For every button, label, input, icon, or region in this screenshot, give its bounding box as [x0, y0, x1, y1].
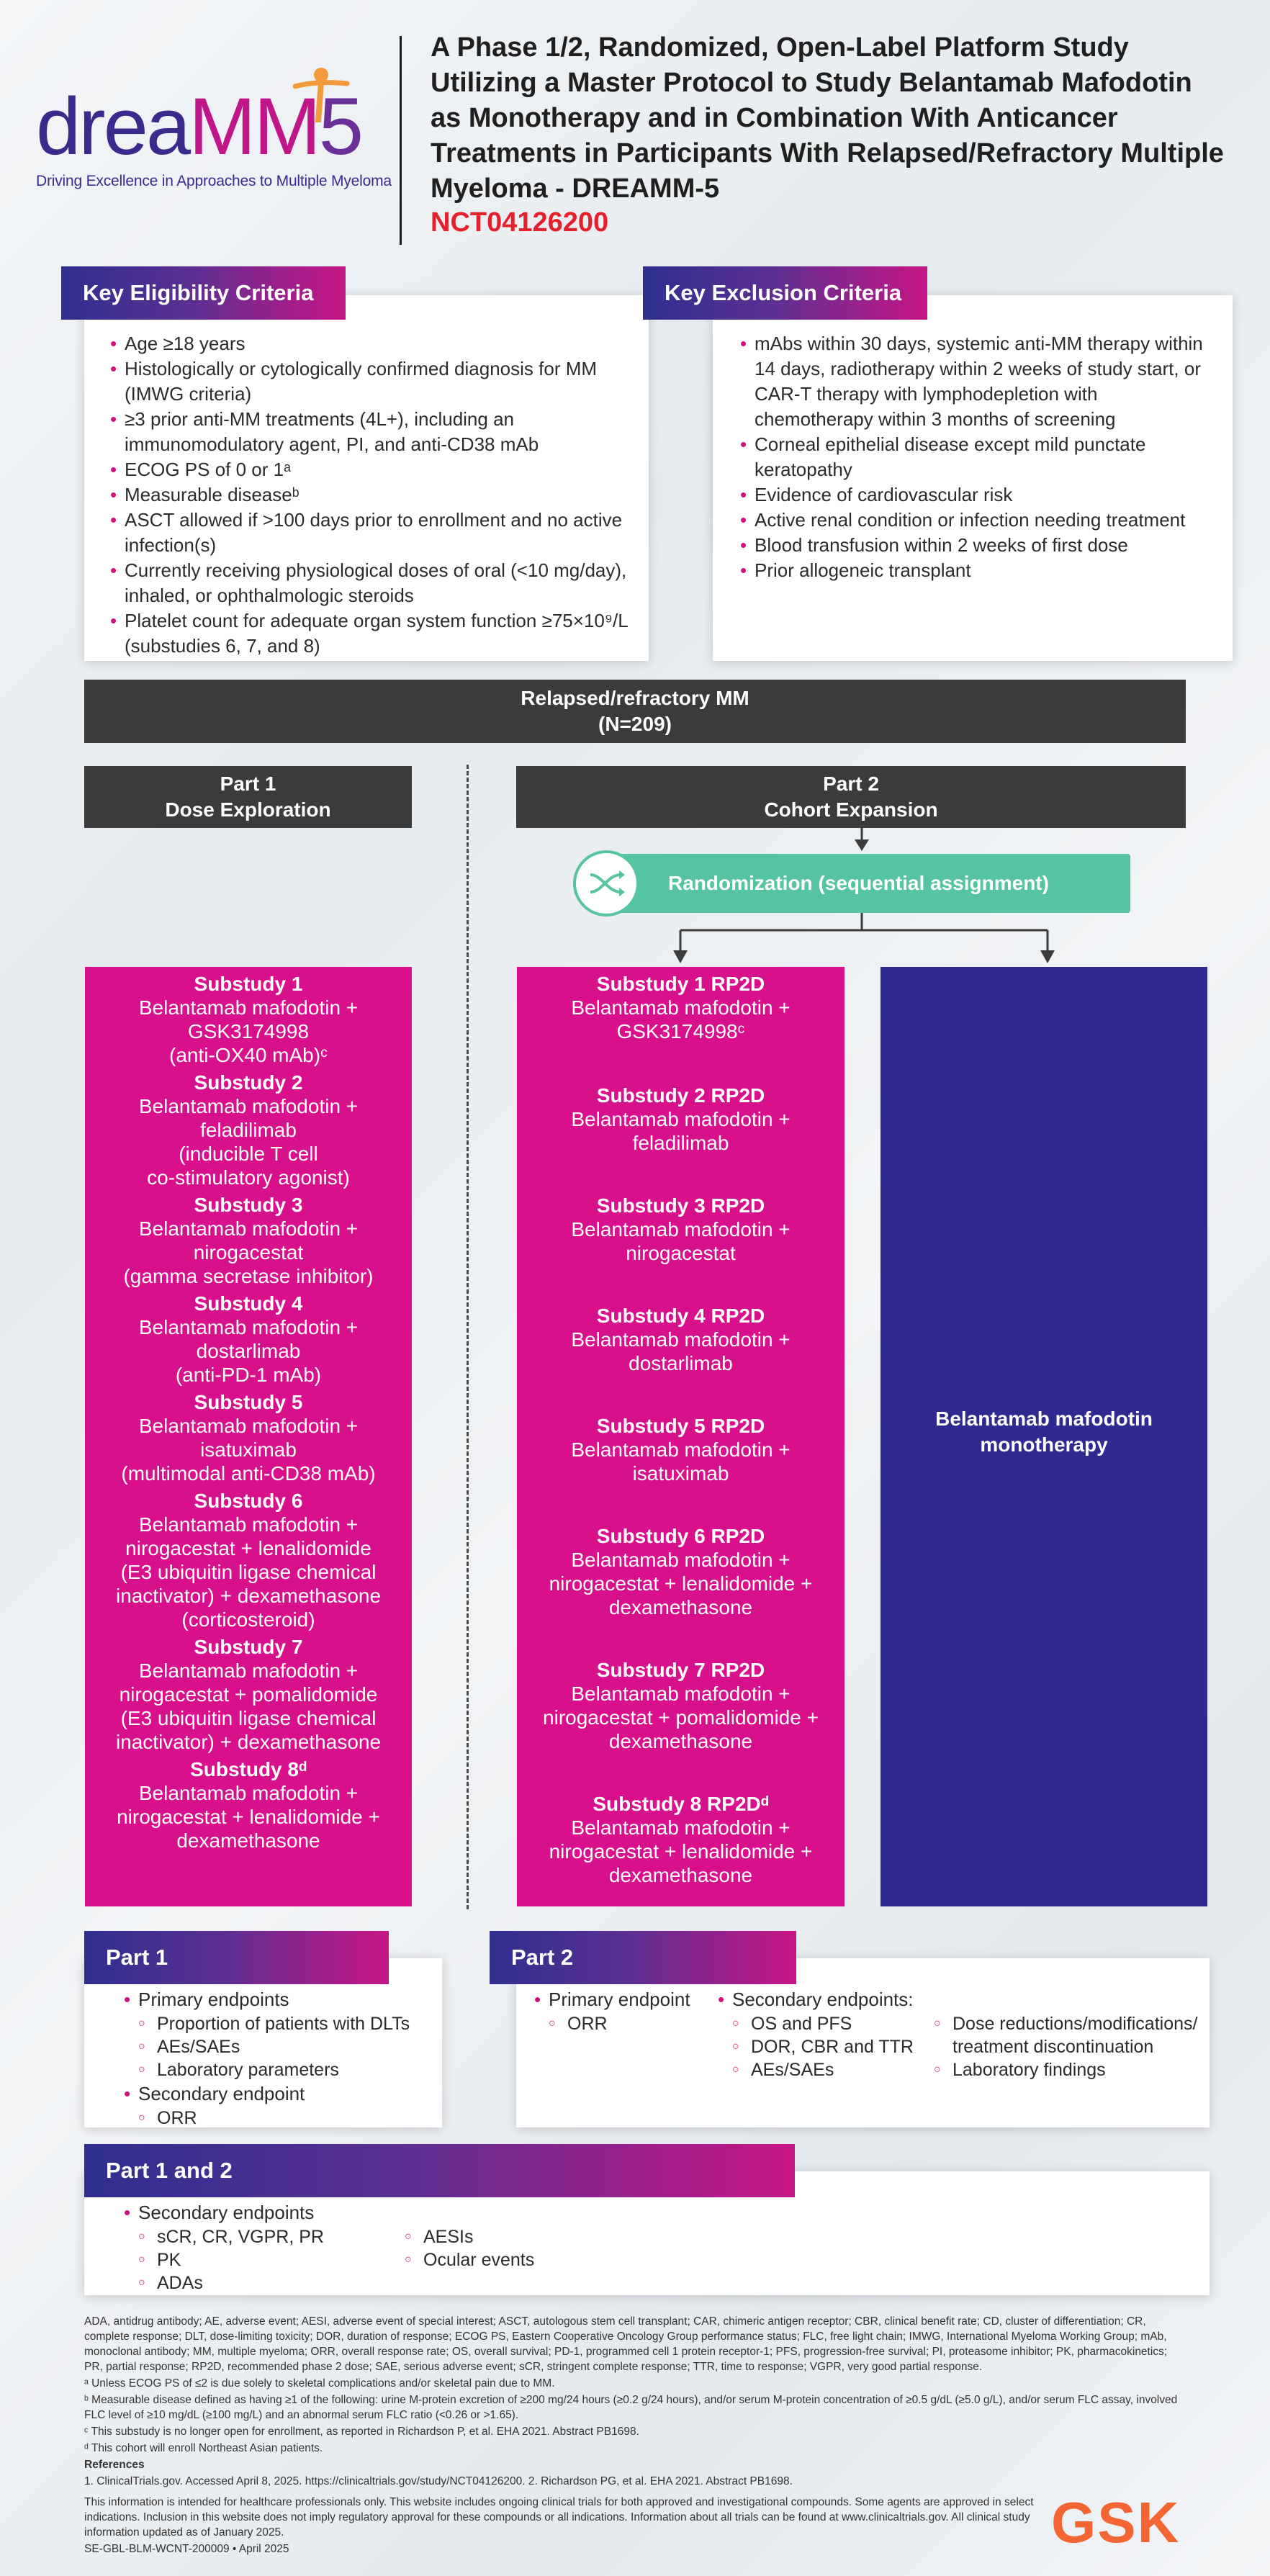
endpoint-item: ○ PK [138, 2248, 397, 2271]
substudy-treatment-line: dostarlimab [196, 1340, 301, 1362]
part1-endpoints-heading: Part 1 [84, 1931, 389, 1984]
substudy-treatment-line: Belantamab mafodotin + [571, 1218, 791, 1240]
substudy-treatment-line: inactivator) + dexamethasone [115, 1731, 382, 1753]
substudy-treatment-line: Belantamab mafodotin + [138, 1782, 359, 1804]
substudy-treatment-line: co-stimulatory agonist) [147, 1166, 350, 1189]
eligibility-item: • ≥3 prior anti-MM treatments (4L+), including an immunomodulatory agent, PI, and anti-CD38 mAb [110, 407, 629, 457]
substudy-item [85, 1489, 412, 1631]
substudy-treatment-line: (inducible T cell [179, 1143, 318, 1165]
monotherapy-label: monotherapy [980, 1433, 1108, 1456]
substudy-title: Substudy 8 RP2Dᵈ [593, 1793, 769, 1815]
endpoint-item: ○ sCR, CR, VGPR, PR [138, 2225, 397, 2248]
substudy-treatment-line: nirogacestat + lenalidomide + [549, 1572, 813, 1595]
substudy-treatment-line: nirogacestat + lenalidomide + [117, 1806, 380, 1828]
endpoint-item: ○ AEs/SAEs [138, 2035, 435, 2058]
substudy-treatment-line: isatuximab [200, 1438, 297, 1461]
footnote-c: ᶜ This substudy is no longer open for enrollment, as reported in Richardson P, et al. EHA 2021. Abstract PB1698. [84, 2426, 639, 2438]
gsk-logo: GSK [1051, 2490, 1181, 2554]
part2-substudies [517, 967, 845, 1906]
exclusion-item: • Prior allogeneic transplant [740, 558, 1218, 583]
randomization-bar: Randomization (sequential assignment) [612, 854, 1130, 913]
substudy-item [85, 1635, 412, 1754]
substudy-treatment-line: GSK3174998 [187, 1020, 310, 1042]
nct-number-link[interactable]: NCT04126200 [431, 207, 609, 238]
substudy-title: Substudy 2 [194, 1071, 303, 1094]
endpoint-heading: • Secondary endpoint [124, 2081, 435, 2107]
exclusion-item: • Evidence of cardiovascular risk [740, 482, 1218, 508]
substudy-item [517, 1194, 845, 1265]
part1-subtitle: Dose Exploration [165, 798, 331, 821]
part2-subtitle: Cohort Expansion [764, 798, 938, 821]
substudy-title: Substudy 1 [194, 973, 303, 995]
study-title: A Phase 1/2, Randomized, Open-Label Platform Study Utilizing a Master Protocol to Study Belantamab Mafodotin as Monotherapy and in Combination With Anticancer Treatments in Participants With Relapsed/Refractory Multiple Myeloma - DREAMM-5 [431, 32, 1224, 204]
endpoint-heading: • Secondary endpoints [124, 2200, 1202, 2225]
footnotes [84, 2314, 1186, 2558]
endpoint-item: ○ OS and PFS [732, 2012, 934, 2035]
substudy-title: Substudy 3 RP2D [596, 1194, 765, 1217]
substudy-treatment-line: nirogacestat + pomalidomide + [543, 1706, 819, 1729]
eligibility-item: • Currently receiving physiological doses of oral (<10 mg/day), inhaled, or ophthalmologic steroids [110, 558, 629, 608]
exclusion-item: • Corneal epithelial disease except mild punctate keratopathy [740, 432, 1218, 482]
substudy-treatment-line: GSK3174998ᶜ [616, 1020, 745, 1042]
substudy-treatment-line: dexamethasone [608, 1730, 753, 1752]
substudy-treatment-line: (anti-OX40 mAb)ᶜ [169, 1044, 328, 1066]
substudy-treatment-line: dostarlimab [629, 1352, 733, 1374]
endpoint-item: ○ ADAs [138, 2271, 397, 2294]
endpoint-heading: • Primary endpoint [534, 1987, 714, 2012]
substudy-treatment-line: Belantamab mafodotin + [571, 1549, 791, 1571]
substudy-treatment-line: Belantamab mafodotin + [571, 1328, 791, 1351]
substudy-treatment-line: Belantamab mafodotin + [138, 1217, 359, 1240]
footnote-a: ᵃ Unless ECOG PS of ≤2 is due solely to skeletal complications and/or skeletal pain due to MM. [84, 2377, 555, 2390]
exclusion-item: • Active renal condition or infection needing treatment [740, 508, 1218, 533]
endpoint-item: ○ ORR [138, 2107, 435, 2130]
endpoint-heading: • Primary endpoints [124, 1987, 435, 2012]
monotherapy-arm [881, 967, 1207, 1906]
logo-wordmark: dreaMM5 [36, 81, 362, 171]
substudy-title: Substudy 6 RP2D [596, 1525, 765, 1547]
substudy-title: Substudy 4 RP2D [596, 1305, 765, 1327]
substudy-treatment-line: Belantamab mafodotin + [138, 1316, 359, 1338]
references-heading: References [84, 2459, 145, 2471]
substudy-treatment-line: (multimodal anti-CD38 mAb) [121, 1462, 376, 1485]
substudy-treatment-line: (corticosteroid) [181, 1608, 315, 1631]
part2-label: Part 2 [823, 773, 879, 795]
substudy-treatment-line: (anti-PD-1 mAb) [175, 1364, 322, 1386]
substudy-item [517, 1414, 845, 1485]
substudy-treatment-line: inactivator) + dexamethasone [115, 1585, 382, 1607]
part2-endpoints-heading: Part 2 [490, 1931, 796, 1984]
substudy-title: Substudy 8ᵈ [190, 1758, 307, 1780]
substudy-treatment-line: Belantamab mafodotin + [571, 1108, 791, 1130]
endpoint-item: ○ ORR [549, 2012, 714, 2035]
substudy-treatment-line: feladilimab [632, 1132, 729, 1154]
eligibility-item: • ECOG PS of 0 or 1ᵃ [110, 457, 629, 482]
disclaimer: This information is intended for healthcare professionals only. This website includes ongoing clinical trials for both approved and investigational compounds. Some agents are approved in select indications. Inclusion in this website does not imply regulatory approval for these compounds or all indications. Information about all trials can be found at www.clinicaltrials.gov. All clinical study information updated as of January 2025. [84, 2496, 1034, 2539]
part1-label: Part 1 [220, 773, 276, 795]
substudy-item [85, 1071, 412, 1189]
substudy-treatment-line: isatuximab [632, 1462, 729, 1485]
flow-arrows [0, 0, 1270, 979]
substudy-treatment-line: (E3 ubiquitin ligase chemical [120, 1707, 377, 1729]
substudy-item [85, 1390, 412, 1485]
shuffle-icon [573, 850, 639, 917]
endpoint-item: ○ Laboratory parameters [138, 2058, 435, 2081]
footnote-b: ᵇ Measurable disease defined as having ≥1 of the following: urine M-protein excretion of ≥200 mg/24 hours (≥0.2 g/24 hours), and/or serum M-protein concentration of ≥0.5 g/dL (≥5.0 g/L), and/or serum FLC assay, involved FLC level of ≥10 mg/dL (≥100 mg/L) and an abnormal serum FLC ratio (<0.26 or >1.65). [84, 2394, 1178, 2421]
part1and2-endpoints-heading: Part 1 and 2 [84, 2144, 795, 2197]
population-count: (N=209) [598, 713, 672, 735]
substudy-treatment-line: Belantamab mafodotin + [571, 1816, 791, 1839]
substudy-treatment-line: nirogacestat + lenalidomide + [549, 1840, 813, 1863]
endpoint-item: ○ AEs/SAEs [732, 2058, 934, 2081]
substudy-title: Substudy 1 RP2D [596, 973, 765, 995]
exclusion-item: • Blood transfusion within 2 weeks of first dose [740, 533, 1218, 558]
substudy-treatment-line: Belantamab mafodotin + [138, 1513, 359, 1536]
exclusion-criteria-heading: Key Exclusion Criteria [643, 266, 927, 320]
abbreviations: ADA, antidrug antibody; AE, adverse event; AESI, adverse event of special interest; ASCT, autologous stem cell transplant; CAR, chimeric antigen receptor; CBR, clinical benefit rate; CD, cluster of differentiation; CR, complete response; DLT, dose-limiting toxicity; DOR, duration of response; ECOG PS, Eastern Cooperative Oncology Group performance status; FLC, free light chain; IMWG, International Myeloma Working Group; mAb, monoclonal antibody; MM, multiple myeloma; ORR, overall response rate; OS, overall survival; PD-1, programmed cell 1 protein receptor-1; PFS, progression-free survival; PI, proteasome inhibitor; PK, pharmacokinetics; PR, partial response; RP2D, recommended phase 2 dose; SAE, serious adverse event; sCR, stringent complete response; TTR, time to response; VGPR, very good partial response. [84, 2315, 1168, 2373]
substudy-treatment-line: Belantamab mafodotin + [571, 1438, 791, 1461]
substudy-treatment-line: Belantamab mafodotin + [571, 996, 791, 1019]
substudy-title: Substudy 6 [194, 1490, 303, 1512]
endpoint-item: ○ Dose reductions/modifications/ treatment discontinuation [934, 2012, 1204, 2058]
substudy-item [85, 1757, 412, 1852]
endpoint-item: ○ Proportion of patients with DLTs [138, 2012, 435, 2035]
population-label: Relapsed/refractory MM [521, 687, 749, 709]
substudy-treatment-line: (gamma secretase inhibitor) [123, 1265, 374, 1287]
eligibility-criteria-heading: Key Eligibility Criteria [61, 266, 346, 320]
document-code: SE-GBL-BLM-WCNT-200009 • April 2025 [84, 2543, 289, 2555]
substudy-item [85, 1193, 412, 1288]
substudy-treatment-line: nirogacestat + lenalidomide [125, 1537, 371, 1559]
substudy-treatment-line: Belantamab mafodotin + [138, 1095, 359, 1117]
substudy-item [517, 1304, 845, 1375]
substudy-treatment-line: Belantamab mafodotin + [138, 1415, 359, 1437]
substudy-treatment-line: dexamethasone [608, 1864, 753, 1886]
substudy-title: Substudy 5 RP2D [596, 1415, 765, 1437]
substudy-title: Substudy 7 [194, 1636, 303, 1658]
substudy-treatment-line: Belantamab mafodotin + [138, 1659, 359, 1682]
substudy-title: Substudy 2 RP2D [596, 1084, 765, 1107]
eligibility-item: • Platelet count for adequate organ system function ≥75×10⁹/L (substudies 6, 7, and 8) [110, 608, 629, 659]
endpoint-heading: • Secondary endpoints: [718, 1987, 934, 2012]
substudy-treatment-line: dexamethasone [608, 1596, 753, 1618]
eligibility-item: • Histologically or cytologically confirmed diagnosis for MM (IMWG criteria) [110, 356, 629, 407]
substudy-treatment-line: dexamethasone [176, 1829, 320, 1852]
substudy-item [517, 1658, 845, 1753]
logo-tagline: Driving Excellence in Approaches to Multiple Myeloma [36, 173, 392, 189]
endpoint-item: ○ DOR, CBR and TTR [732, 2035, 934, 2058]
substudy-item [517, 1524, 845, 1619]
endpoint-item: ○ Laboratory findings [934, 2058, 1204, 2081]
substudy-treatment-line: nirogacestat [626, 1242, 736, 1264]
part1-substudies [85, 967, 412, 1906]
exclusion-item: • mAbs within 30 days, systemic anti-MM therapy within 14 days, radiotherapy within 2 weeks of study start, or CAR-T therapy with lymphodepletion with chemotherapy within 3 months of screening [740, 331, 1218, 432]
substudy-treatment-line: Belantamab mafodotin + [571, 1683, 791, 1705]
footnote-d: ᵈ This cohort will enroll Northeast Asian patients. [84, 2442, 323, 2454]
substudy-treatment-line: Belantamab mafodotin + [138, 996, 359, 1019]
substudy-title: Substudy 3 [194, 1194, 303, 1216]
substudy-item [517, 1792, 845, 1887]
eligibility-item: • Measurable diseaseᵇ [110, 482, 629, 508]
substudy-treatment-line: nirogacestat + pomalidomide [119, 1683, 378, 1706]
substudy-title: Substudy 5 [194, 1391, 303, 1413]
substudy-title: Substudy 4 [194, 1292, 303, 1315]
substudy-item [517, 1084, 845, 1155]
eligibility-item: • Age ≥18 years [110, 331, 629, 356]
endpoint-item: ○ Ocular events [405, 2248, 664, 2271]
endpoint-item: ○ AESIs [405, 2225, 664, 2248]
eligibility-item: • ASCT allowed if >100 days prior to enrollment and no active infection(s) [110, 508, 629, 558]
substudy-item [85, 1292, 412, 1387]
substudy-treatment-line: feladilimab [200, 1119, 297, 1141]
substudy-treatment-line: (E3 ubiquitin ligase chemical [120, 1561, 377, 1583]
substudy-title: Substudy 7 RP2D [596, 1659, 765, 1681]
substudy-treatment-line: nirogacestat [193, 1241, 304, 1264]
substudy-item [85, 972, 412, 1067]
references: 1. ClinicalTrials.gov. Accessed April 8, 2025. https://clinicaltrials.gov/study/NCT04126200. 2. Richardson PG, et al. EHA 2021. Abstract PB1698. [84, 2475, 793, 2487]
monotherapy-label: Belantamab mafodotin [935, 1408, 1153, 1430]
substudy-item [517, 972, 845, 1043]
